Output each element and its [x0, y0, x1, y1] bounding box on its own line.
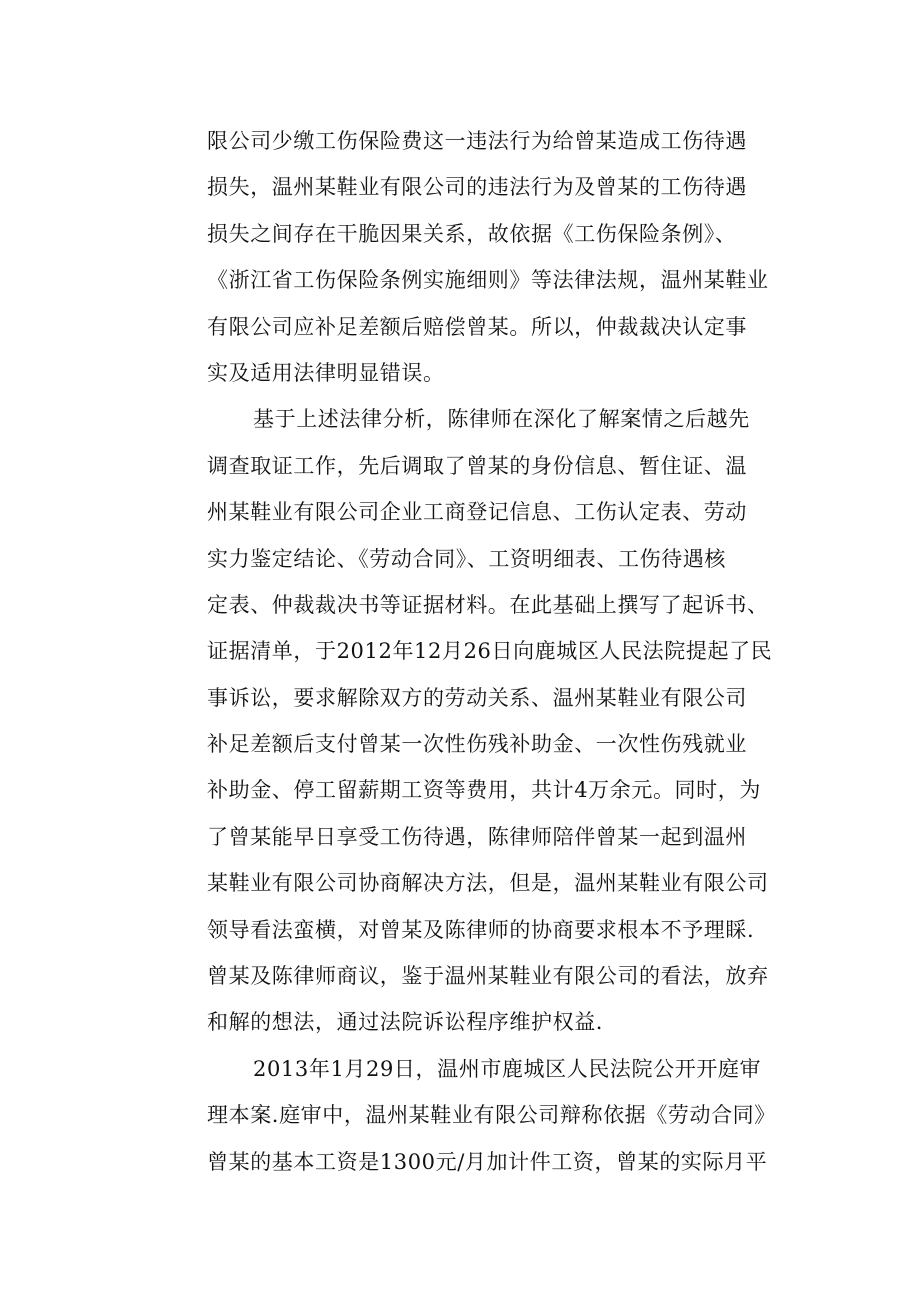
- text-line: 限公司少缴工伤保险费这一违法行为给曾某造成工伤待遇: [207, 129, 747, 153]
- text-line: 某鞋业有限公司协商解决方法，但是，温州某鞋业有限公司: [207, 871, 769, 896]
- text-line: 州某鞋业有限公司企业工商登记信息、工伤认定表、劳动: [207, 500, 747, 525]
- text-line: 曾某及陈律师商议，鉴于温州某鞋业有限公司的看法，放弃: [207, 964, 769, 989]
- text-line: 定表、仲裁裁决书等证据材料。在此基础上撰写了起诉书、: [207, 592, 769, 617]
- text-line: 和解的想法，通过法院诉讼程序维护权益.: [207, 1010, 604, 1035]
- text-line: 理本案.庭审中，温州某鞋业有限公司辩称依据《劳动合同》: [207, 1103, 776, 1128]
- text-line: 损失，温州某鞋业有限公司的违法行为及曾某的工伤待遇: [207, 175, 747, 200]
- text-line: 证据清单，于2012年12月26日向鹿城区人民法院提起了民: [207, 639, 773, 664]
- text-line: 实力鉴定结论、《劳动合同》、工资明细表、工伤待遇核: [207, 546, 726, 571]
- text-line: 补足差额后支付曾某一次性伤残补助金、一次性伤残就业: [207, 732, 747, 757]
- text-line: 领导看法蛮横，对曾某及陈律师的协商要求根本不予理睬.: [207, 917, 755, 942]
- text-line: 事诉讼，要求解除双方的劳动关系、温州某鞋业有限公司: [207, 685, 747, 710]
- body-text: [207, 118, 792, 1185]
- text-line: 调查取证工作，先后调取了曾某的身份信息、暂住证、温: [207, 453, 747, 478]
- text-line: 补助金、停工留薪期工资等费用，共计4万余元。同时，为: [207, 778, 761, 803]
- text-line: 《浙江省工伤保险条例实施细则》等法律法规，温州某鞋业: [207, 268, 769, 293]
- text-line: 实及适用法律明显错误。: [207, 360, 445, 385]
- text-line: 了曾某能早日享受工伤待遇，陈律师陪伴曾某一起到温州: [207, 824, 747, 849]
- paragraph-start-line: 2013年1月29日，温州市鹿城区人民法院公开开庭审: [253, 1056, 762, 1081]
- text-line: 损失之间存在干脆因果关系，故依据《工伤保险条例》、: [207, 221, 737, 246]
- text-line: 有限公司应补足差额后赔偿曾某。所以，仲裁裁决认定事: [207, 314, 747, 339]
- paragraph-start-line: 基于上述法律分析，陈律师在深化了解案情之后越先: [253, 407, 750, 432]
- text-line: 曾某的基本工资是1300元/月加计件工资，曾某的实际月平: [207, 1149, 768, 1174]
